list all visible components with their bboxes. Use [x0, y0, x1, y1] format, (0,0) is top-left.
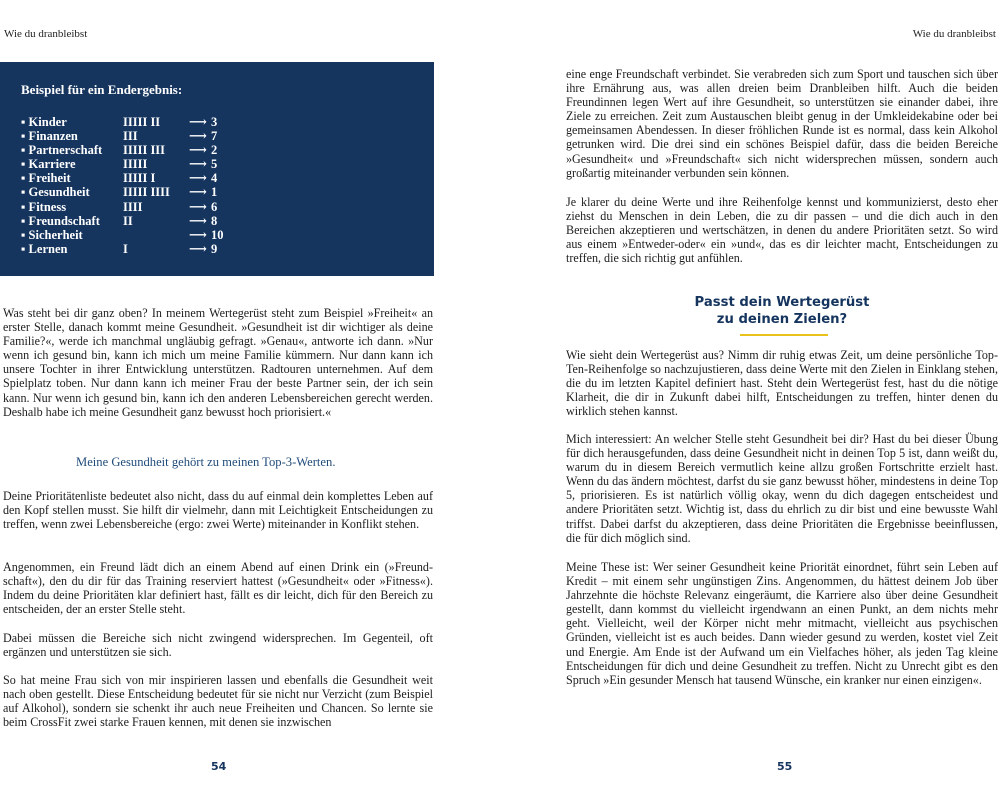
rank-number: 3	[211, 115, 218, 129]
right-paragraph-1: eine enge Freundschaft verbindet. Sie verabreden sich zum Sport und tauschen sich über ihre Ernährung aus, was allen dreien beim Dranbleiben hilft. Auch die beiden Freundinnen legen Wert auf ihre Gesundheit, so unterstützen sie einander dabei, ihre Ziele zu erreichen. Zeit zum Austauschen bleibt genug in der Umkleidekabine oder bei gemeinsamen Abendessen. In dieser fröhlichen Runde ist es normal, dass kein Alkohol getrunken wird. Die drei sind ein schönes Beispiel dafür, dass die beiden Bereiche »Gesundheit« und »Freundschaft« sich nicht widersprechen müssen, sondern auch großartig miteinander verbunden sein können.	[566, 67, 998, 180]
value-label: ▪ Freundschaft	[21, 213, 100, 228]
running-head-right: Wie du dranbleibst	[912, 28, 996, 40]
heading-underline	[740, 334, 828, 336]
tally-marks: III	[123, 129, 138, 144]
rank-number: 9	[211, 241, 218, 256]
rank-number: 5	[211, 157, 218, 172]
example-box-title: Beispiel für ein Endergebnis:	[21, 82, 183, 97]
value-label: ▪ Fitness	[21, 199, 67, 214]
arrow-icon: ⟶	[189, 157, 207, 172]
value-label: ▪ Finanzen	[21, 129, 78, 144]
pull-quote: Meine Gesundheit gehört zu meinen Top-3-Werten.	[76, 455, 336, 469]
rank-number: 4	[211, 171, 218, 186]
rank-number: 8	[211, 213, 218, 228]
left-paragraph-4: Dabei müssen die Bereiche sich nicht zwingend widersprechen. Im Gegenteil, oft ergänzen und unterstützen sie sich.	[3, 631, 433, 660]
left-paragraph-1: Was steht bei dir ganz oben? In meinem Wertegerüst steht zum Beispiel »Freiheit« an erster Stelle, danach kommt meine Gesundheit. »Gesundheit ist dir wichtiger als deine Familie?«, werde ich manchmal ungläubig gefragt. »Genau«, antworte ich dann. »Nur wenn ich gesund bin, kann ich mich um meine Familie kümmern. Nur dann kann ich unsere Tochter in ihrer Entwicklung unterstützen. Radtouren unternehmen. Auf dem Spielplatz toben. Nur dann kann ich meiner Frau der beste Partner sein, der ich sein kann. Nur wenn ich gesund bin, kann ich den anderen Lebensbereichen gerecht werden. Deshalb habe ich meine Gesundheit ganz bewusst hoch priorisiert.«	[3, 306, 433, 419]
rank-number: 2	[211, 143, 218, 158]
arrow-icon: ⟶	[189, 185, 207, 200]
value-label: ▪ Freiheit	[21, 171, 71, 186]
value-label: ▪ Gesundheit	[21, 185, 90, 200]
rank-number: 1	[211, 185, 218, 200]
value-row-finanzen	[21, 129, 434, 143]
value-label: ▪ Lernen	[21, 241, 68, 256]
tally-marks: IIIII I	[123, 171, 156, 186]
value-row-freiheit	[21, 171, 434, 185]
left-paragraph-5: So hat meine Frau sich von mir inspirieren lassen und ebenfalls die Gesundheit weit nach oben gestellt. Diese Entscheidung bedeutet für sie nicht nur Verzicht (zum Beispiel auf Alkohol), sondern sie schenkt ihr auch neue Freiheiten und Chancen. So lernte sie beim CrossFit zwei starke Frauen kennen, mit denen sie inzwischen	[3, 673, 433, 730]
left-paragraph-2: Deine Prioritätenliste bedeutet also nicht, dass du auf einmal dein komplettes Leben auf den Kopf stellen musst. Sie hilft dir vielmehr, dann mit Leichtigkeit Entscheidungen zu treffen, wenn zwei Lebensbereiche (ergo: zwei Werte) miteinander in Konflikt stehen.	[3, 489, 433, 532]
section-heading-line-1: Passt dein Wertegerüst	[694, 295, 870, 310]
value-label: ▪ Kinder	[21, 115, 67, 129]
value-row-karriere	[21, 157, 434, 171]
right-paragraph-3: Wie sieht dein Wertegerüst aus? Nimm dir ruhig etwas Zeit, um deine persönliche Top-Ten-Reihenfolge so nachzujustieren, dass deine Werte mit den Zielen in Einklang stehen, die du im letzten Kapitel definiert hast. Steht dein Wertegerüst fest, hast du die nötige Klarheit, die dir in Zukunft dabei hilft, Entscheidungen zu treffen, hinter denen du wirklich stehen kannst.	[566, 348, 998, 419]
value-row-freundschaft	[21, 214, 434, 228]
left-paragraph-3: Angenommen, ein Freund lädt dich an einem Abend auf einen Drink ein (»Freundschaft«), den du dir für das Training reserviert hattest (»Gesundheit« oder »Fitness«). Indem du deine Prioritäten klar definiert hast, fällt es dir leicht, dich für den Bereich zu entscheiden, der an erster Stelle steht.	[3, 560, 433, 617]
tally-marks: I	[123, 241, 128, 256]
arrow-icon: ⟶	[189, 115, 207, 129]
rank-number: 7	[211, 129, 218, 144]
tally-marks: IIIII	[123, 157, 148, 172]
page-number-left: 54	[211, 760, 227, 773]
example-result-box	[0, 62, 434, 276]
value-label: ▪ Karriere	[21, 157, 76, 172]
right-paragraph-2: Je klarer du deine Werte und ihre Reihenfolge kennst und kommunizierst, desto eher ziehst du Menschen in dein Leben, die zu dir passen – und die dich auch in den Bereichen akzeptieren und wertschätzen, in denen du andere Prioritäten setzt. So wird aus einem »Entweder-oder« ein »und«, das es dir leichter macht, Entscheidungen zu treffen, die sich richtig gut anfühlen.	[566, 195, 998, 266]
value-row-partnerschaft	[21, 143, 434, 157]
value-label: ▪ Sicherheit	[21, 227, 83, 242]
running-head-left: Wie du dranbleibst	[4, 28, 88, 40]
tally-marks: IIIII III	[123, 143, 166, 158]
right-paragraph-4: Mich interessiert: An welcher Stelle steht Gesundheit bei dir? Hast du bei dieser Übung für dich herausgefunden, dass deine Gesundheit nicht in deinen Top 5 ist, dann weißt du, warum du in diesem Bereich vermutlich keine allzu großen Fortschritte erzielt hast. Wenn du das ändern möchtest, darfst du sie ganz bewusst höher, mindestens in deine Top 5, priorisieren. Es ist natürlich völlig okay, wenn du dich dagegen entscheidest und andere Prioritäten setzt. Wichtig ist, dass du ehrlich zu dir bist und eine bewusste Wahl triffst. Dabei darfst du akzeptieren, dass deine Prioritäten die Ergebnisse beeinflussen, die für dich möglich sind.	[566, 432, 998, 545]
arrow-icon: ⟶	[189, 241, 207, 256]
value-row-sicherheit	[21, 228, 434, 242]
arrow-icon: ⟶	[189, 227, 207, 242]
arrow-icon: ⟶	[189, 143, 207, 158]
tally-marks: IIII	[123, 199, 143, 214]
section-heading-line-2: zu deinen Zielen?	[716, 312, 848, 327]
arrow-icon: ⟶	[189, 129, 207, 144]
tally-marks: II	[123, 213, 133, 228]
rank-number: 6	[211, 199, 218, 214]
value-label: ▪ Partnerschaft	[21, 143, 103, 158]
value-row-lernen	[21, 242, 434, 256]
tally-marks	[123, 228, 189, 242]
page-number-right: 55	[777, 760, 793, 773]
value-row-fitness	[21, 200, 434, 214]
arrow-icon: ⟶	[189, 213, 207, 228]
section-heading	[566, 294, 998, 328]
rank-number: 10	[211, 227, 224, 242]
value-row-kinder	[21, 115, 434, 129]
arrow-icon: ⟶	[189, 171, 207, 186]
value-row-gesundheit	[21, 185, 434, 199]
arrow-icon: ⟶	[189, 199, 207, 214]
tally-marks: IIIII II	[123, 115, 161, 129]
right-paragraph-5: Meine These ist: Wer seiner Gesundheit keine Priorität einordnet, führt sein Leben auf Kredit – mit einem sehr ungünstigen Zins. Angenommen, du hättest deinem Job über Jahrzehnte die höchste Relevanz eingeräumt, die Karriere also über deine Gesundheit gestellt, dann kommst du vielleicht irgendwann an einen Punkt, an dem nichts mehr geht. Vielleicht, weil der Körper nicht mehr mitmacht, vielleicht aus psychischen Gründen, vielleicht ist es auch beides. Dann wieder gesund zu werden, kostet viel Zeit und Energie. Am Ende ist der Aufwand um ein Vielfaches höher, als jeden Tag kleine Entscheidungen für dich und deine Gesundheit zu treffen. Nicht zu Unrecht gibt es den Spruch »Ein gesunder Mensch hat tausend Wünsche, ein kranker nur einen einzigen«.	[566, 560, 998, 687]
tally-marks: IIIII IIII	[123, 185, 170, 200]
